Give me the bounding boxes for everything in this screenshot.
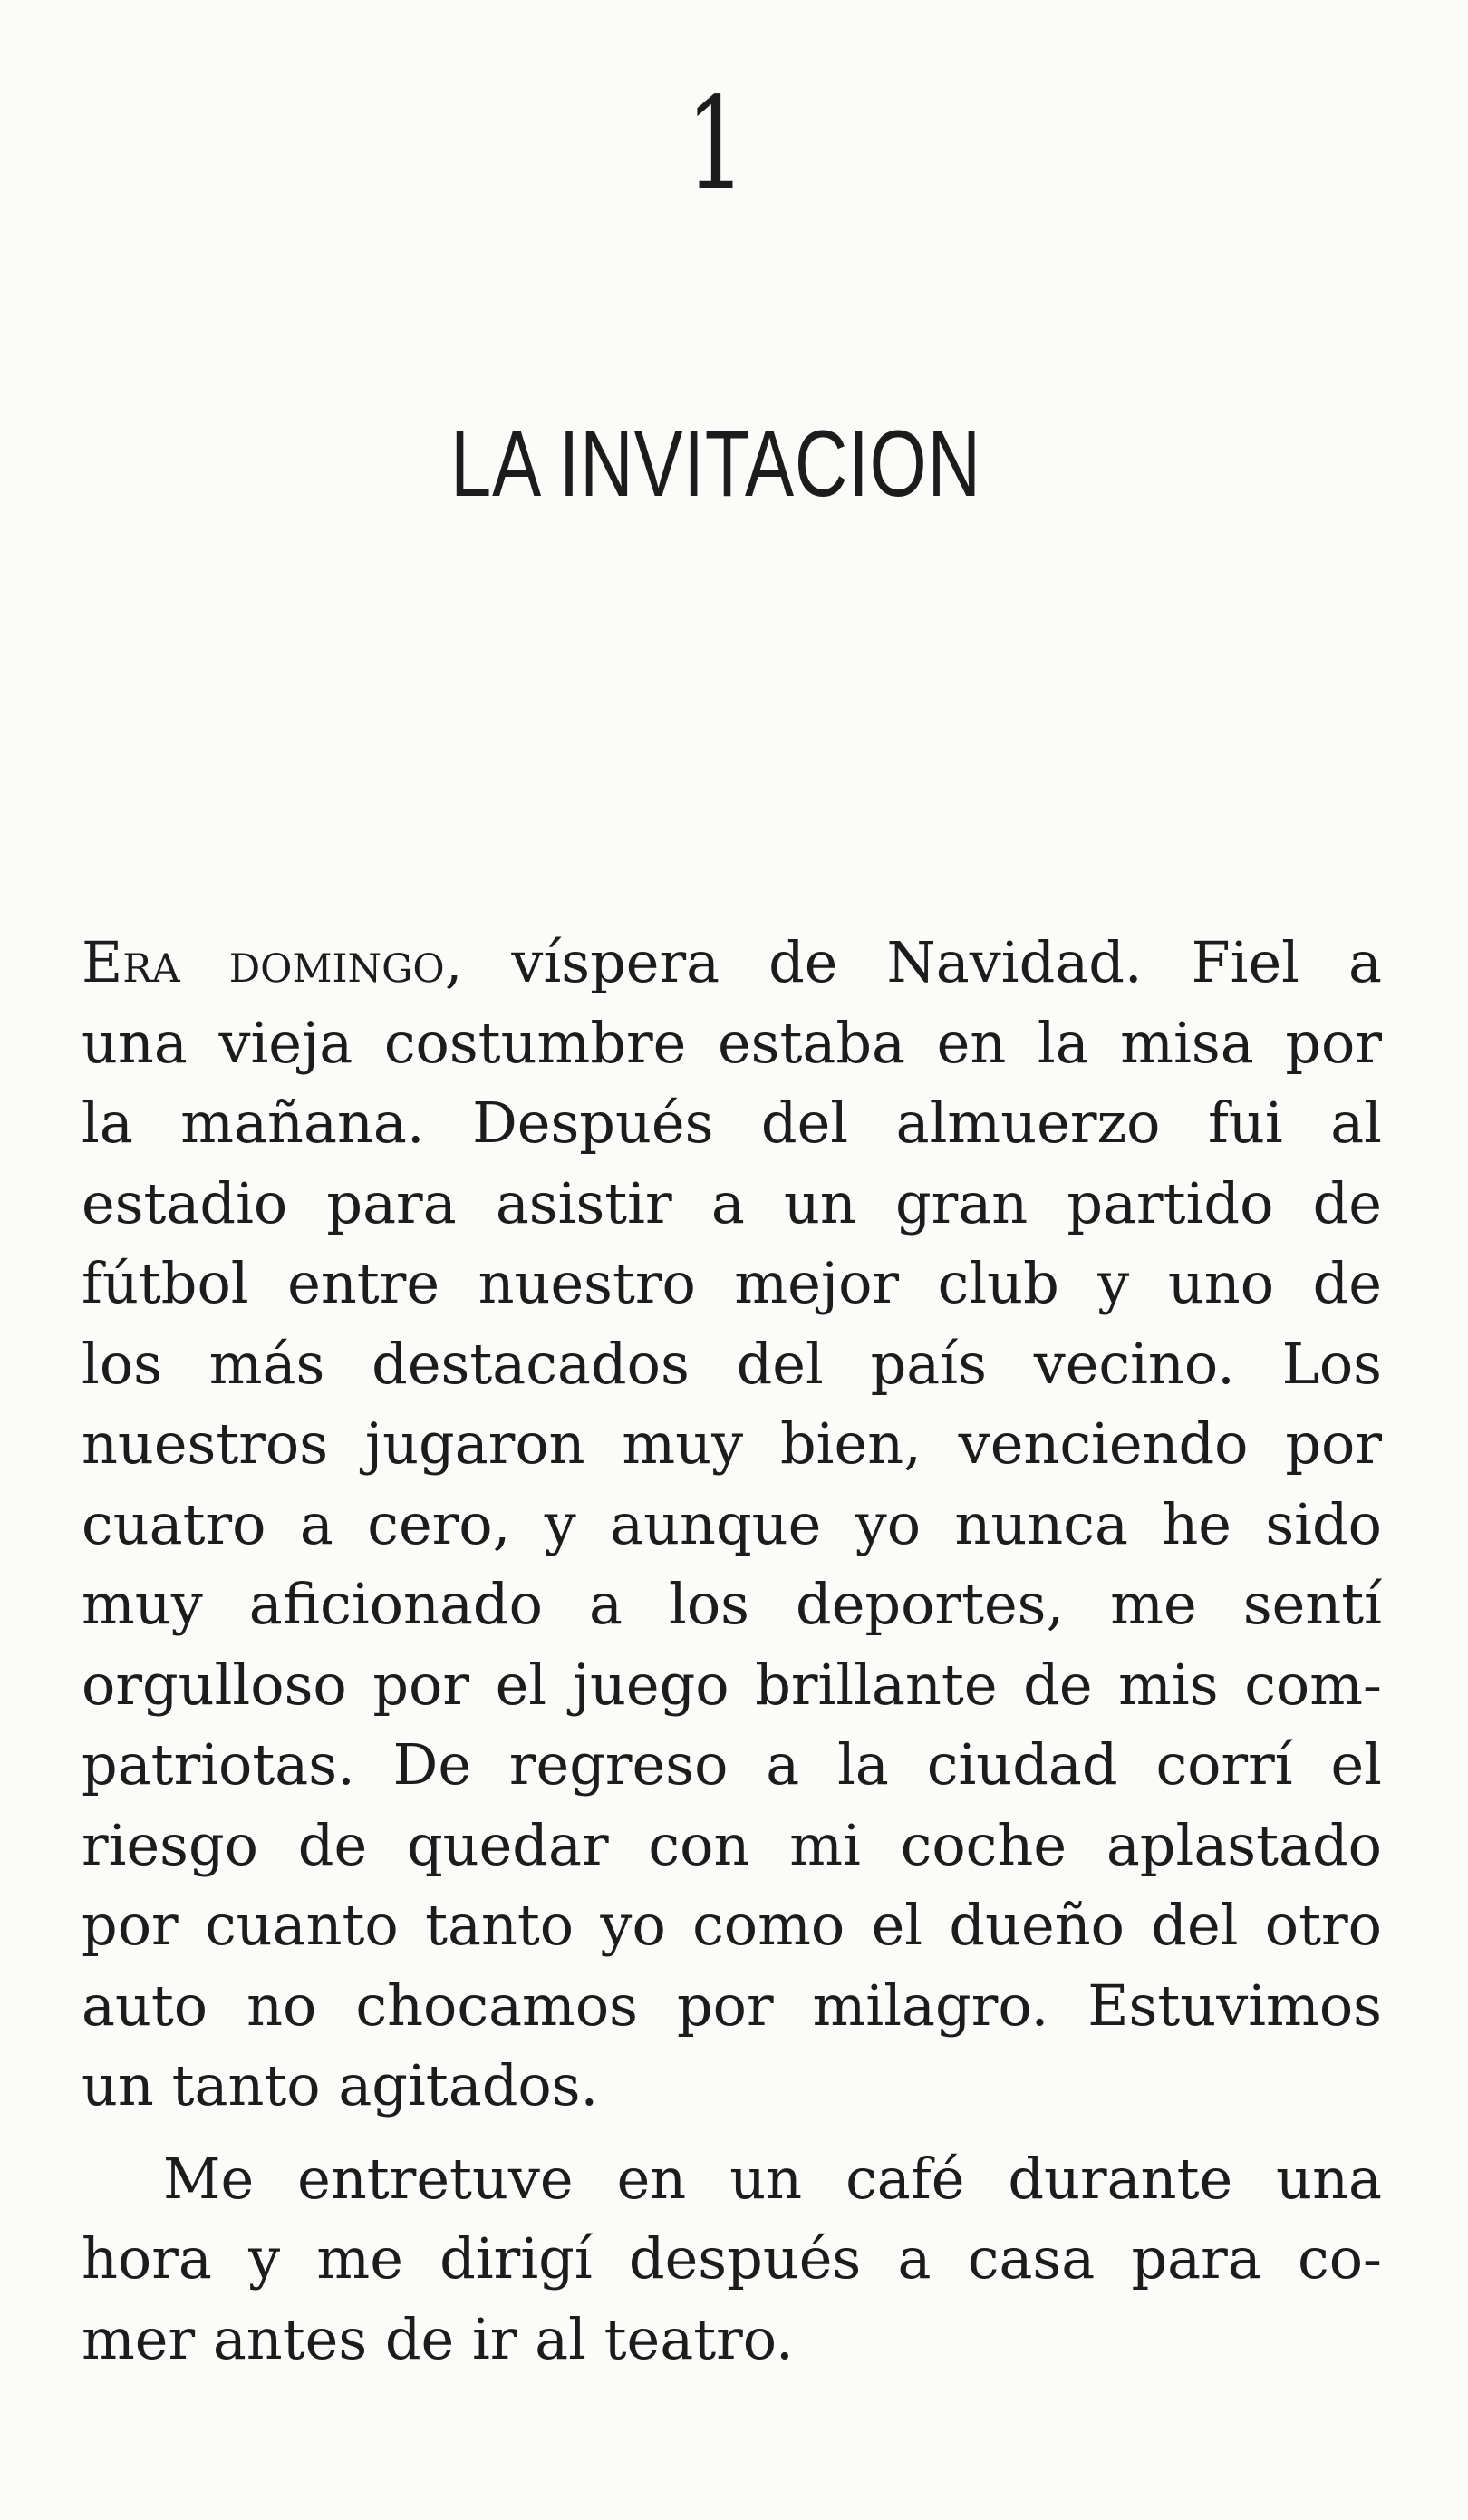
paragraph-2-line-1: Me entretuve en un café durante una — [163, 2145, 1382, 2212]
chapter-number: 1 — [685, 71, 747, 218]
paragraph-1-line-4: estadio para asistir a un gran partido de — [82, 1169, 1382, 1236]
paragraph-1-line-5: fútbol entre nuestro mejor club y uno de — [82, 1250, 1382, 1316]
drop-lead: Era domingo — [82, 929, 445, 995]
paragraph-1-line-6: los más destacados del país vecino. Los — [82, 1330, 1382, 1397]
paragraph-1-line-1-text: , víspera de Navidad. Fiel a — [444, 929, 1382, 995]
paragraph-2-line-2: hora y me dirigí después a casa para co- — [82, 2225, 1382, 2292]
paragraph-1-line-12: riesgo de quedar con mi coche aplastado — [82, 1811, 1382, 1878]
chapter-body — [82, 923, 1382, 2379]
paragraph-2-line-3: mer antes de ir al teatro. — [82, 2305, 794, 2372]
paragraph-1-line-11: patriotas. De regreso a la ciudad corrí el — [82, 1731, 1382, 1798]
paragraph-1-line-8: cuatro a cero, y aunque yo nunca he sido — [82, 1490, 1382, 1557]
paragraph-gap — [82, 2127, 1382, 2139]
paragraph-1-line-2: una vieja costumbre estaba en la misa por — [82, 1009, 1382, 1076]
paragraph-1-line-3: la mañana. Después del almuerzo fui al — [82, 1090, 1382, 1156]
paragraph-1-line-13: por cuanto tanto yo como el dueño del otro — [82, 1892, 1382, 1958]
paragraph-1-line-7: nuestros jugaron muy bien, venciendo por — [82, 1410, 1382, 1477]
paragraph-1-line-1 — [82, 923, 1382, 1003]
chapter-title: LA INVITACION — [450, 412, 981, 517]
paragraph-1-line-9: muy aficionado a los deportes, me sentí — [82, 1571, 1382, 1637]
paragraph-1-line-15: un tanto agitados. — [82, 2052, 599, 2118]
paragraph-1-line-14: auto no chocamos por milagro. Estuvimos — [82, 1972, 1382, 2039]
paragraph-1-line-10: orgulloso por el juego brillante de mis com- — [82, 1651, 1382, 1718]
